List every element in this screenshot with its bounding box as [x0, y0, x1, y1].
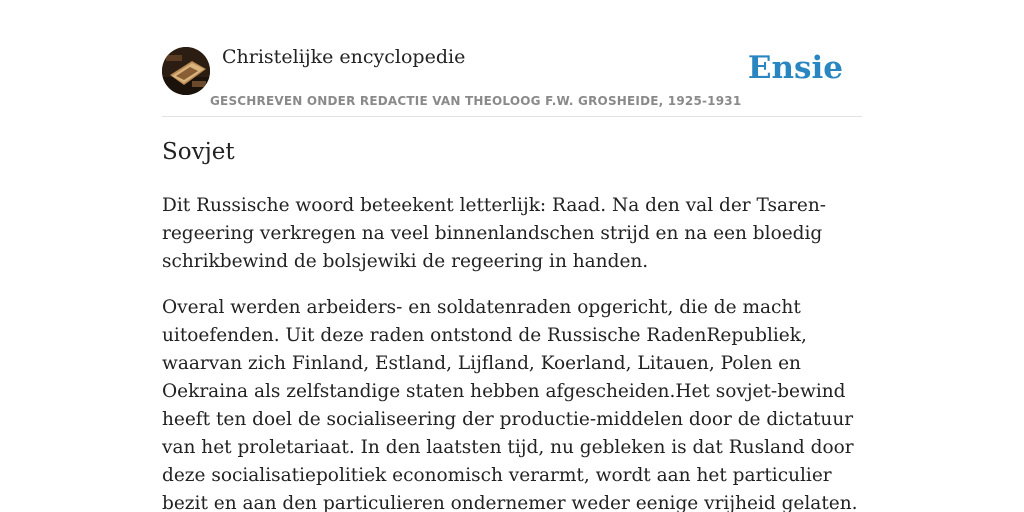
- encyclopedia-avatar[interactable]: [162, 47, 210, 95]
- site-subtitle: GESCHREVEN ONDER REDACTIE VAN THEOLOOG F.W. GROSHEIDE, 1925-1931: [210, 94, 742, 108]
- book-image-icon: [162, 47, 210, 95]
- article-title: Sovjet: [162, 139, 235, 165]
- site-header: [162, 0, 862, 117]
- article-paragraph: Dit Russische woord beteekent letterlijk: Raad. Na den val der Tsaren-regeering verkregen na veel binnenlandschen strijd en na een bloedig schrikbewind de bolsjewiki de regeering in handen.: [162, 195, 826, 272]
- ensie-logo[interactable]: Ensie: [747, 50, 843, 86]
- article-body: [162, 192, 862, 512]
- article-paragraph: Overal werden arbeiders- en soldatenraden opgericht, die de macht uitoefenden. Uit deze raden ontstond de Russische RadenRepubliek, waarvan zich Finland, Estland, Lijfland, Koerland, Litauen, Polen en Oekraina als zelfstandige staten hebben afgescheiden.Het sovjet-bewind heeft ten doel de socialiseering der productie-middelen door de dictatuur van het proletariaat. In den laatsten tijd, nu gebleken is dat Rusland door deze socialisatiepolitiek economisch verarmt, wordt aan het particulier bezit en aan den particulieren ondernemer weder eenige vrijheid gelaten.: [162, 297, 858, 512]
- site-name[interactable]: Christelijke encyclopedie: [222, 46, 466, 68]
